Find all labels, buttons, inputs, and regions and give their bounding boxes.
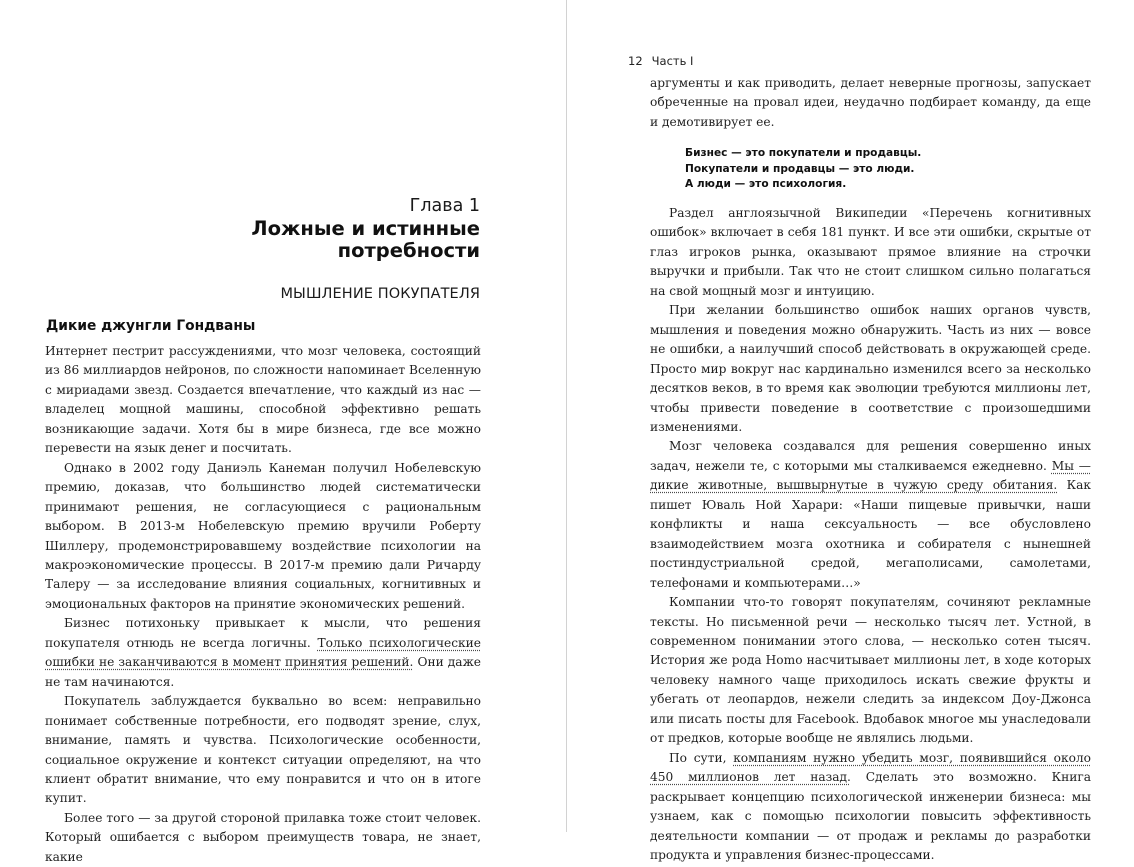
continuation-paragraph: аргументы и как приводить, делает неверные прогнозы, запускает обреченные на провал идеи, неудачно подбирает команду, да еще и демотивирует ее. [650, 76, 1091, 129]
right-paragraph-1: Раздел англоязычной Википедии «Перечень когнитивных ошибок» включает в себя 181 пункт. И все эти ошибки, скрытые от глаз игроков рынка, оказывают прямое влияние на строчки выручки и прибыли. Так что не стоит слишком сильно полагаться на свой мощный мозг и интуицию. [650, 206, 1091, 298]
left-paragraph-3-end: Они даже не там начинаются. [45, 655, 481, 689]
quote-line-1: Бизнес — это покупатели и продавцы. [685, 147, 922, 159]
right-paragraph-5-start: По сути, [669, 750, 734, 765]
right-paragraph-5 [650, 749, 1091, 866]
right-paragraph-3 [650, 437, 1091, 593]
chapter-number: Глава 1 [409, 196, 480, 216]
quote-line-2: Покупатели и продавцы — это люди. [685, 162, 915, 175]
left-paragraph-5: Более того — за другой стороной прилавка тоже стоит человек. Который ошибается с выбором преимуществ товара, не знает, какие [45, 810, 481, 864]
subheading: Дикие джунгли Гондваны [46, 318, 256, 334]
left-paragraph-2: Однако в 2002 году Даниэль Канеман получил Нобелевскую премию, доказав, что большинство людей систематически принимают решения, не согласующиеся с рациональным выбором. В 2013-м Нобелевскую премию вручили Роберту Шиллеру, продемонстрировавшему воздействие психологии на макроэкономические процессы. В 2017-м премию дали Ричарду Талеру — за исследование влияния социальных, когнитивных и эмоциональных факторов на принятие экономических решений. [45, 460, 481, 611]
right-paragraph-3-end: Как пишет Юваль Ной Харари: «Наши пищевые привычки, наши конфликты и наша сексуальность — все обусловлено взаимодействием мозга охотника и собирателя с нынешней постиндустриальной средой, мегаполисами, самолетами, телефонами и компьютерами…» [650, 478, 1091, 590]
section-heading: МЫШЛЕНИЕ ПОКУПАТЕЛЯ [280, 286, 480, 302]
right-body-text [650, 204, 1091, 865]
right-paragraph-4: Компании что-то говорят покупателям, сочиняют рекламные тексты. Но письменной речи — несколько тысяч лет. Устной, в современном понимании этого слова, — несколько сотен тысяч. История же рода Homo насчитывает миллионы лет, в ходе которых человеку намного чаще приходилось искать свежие фрукты и убегать от леопардов, нежели следить за индексом Доу-Джонса или писать посты для Facebook. Вдобавок многое мы унаследовали от предков, которые вообще не являлись людьми. [650, 595, 1091, 746]
running-header [628, 54, 693, 68]
left-paragraph-3 [45, 614, 481, 692]
right-continuation-text [650, 74, 1091, 132]
highlighted-phrase-right: Мы — дикие животные, вышвырнутые в чужую среду обитания. [650, 458, 1091, 493]
right-paragraph-5-end: Сделать это возможно. Книга раскрывает концепцию психологической инженерии бизнеса: мы узнаем, как с помощью психологии повысить эффективность деятельности компании — от продаж и рекламы до разработки продукта и управления бизнес-процессами. [650, 770, 1091, 862]
chapter-title-line-2: потребности [337, 239, 480, 262]
chapter-title [120, 218, 480, 262]
left-body-text [45, 342, 481, 867]
quote-line-3: А люди — это психология. [685, 178, 847, 190]
highlighted-phrase-left: Только психологические ошибки не заканчиваются в момент принятия решений. [45, 635, 481, 670]
epigraph-quote [685, 146, 921, 193]
left-paragraph-1: Интернет пестрит рассуждениями, что мозг человека, состоящий из 86 миллиардов нейронов, по сложности напоминает Вселенную с мириадами звезд. Создается впечатление, что каждый из нас — владелец мощной машины, способной эффективно решать возникающие задачи. Хотя бы в мире бизнеса, где все можно перевести на язык денег и посчитать. [45, 344, 481, 456]
page-number: 12 [628, 54, 643, 68]
highlighted-phrase-right-2: компаниям нужно убедить мозг, появившийся около 450 миллионов лет назад. [650, 750, 1091, 785]
right-paragraph-3-start: Мозг человека создавался для решения совершенно иных задач, нежели те, с которыми мы сталкиваемся ежедневно. [650, 439, 1091, 473]
right-paragraph-2: При желании большинство ошибок наших органов чувств, мышления и поведения можно обнаружить. Часть из них — вовсе не ошибки, а наилучший способ действовать в окружающей среде. Просто мир вокруг нас кардинально изменился всего за несколько десятков веков, в то время как эволюции требуются миллионы лет, чтобы привести поведение в соответствие с произошедшими изменениями. [650, 303, 1091, 434]
running-head-part: Часть I [651, 54, 694, 68]
right-page [567, 0, 1134, 862]
left-paragraph-3-start: Бизнес потихоньку привыкает к мысли, что решения покупателя отнюдь не всегда логичны. [45, 616, 481, 650]
chapter-title-line-1: Ложные и истинные [251, 217, 480, 240]
left-page [0, 0, 566, 864]
left-paragraph-4: Покупатель заблуждается буквально во всем: неправильно понимает собственные потребности, его подводят зрение, слух, внимание, память и чувства. Психологические особенности, социальное окружение и контекст ситуации определяют, на что клиент обратит внимание, что ему понравится и что он в итоге купит. [45, 694, 481, 806]
